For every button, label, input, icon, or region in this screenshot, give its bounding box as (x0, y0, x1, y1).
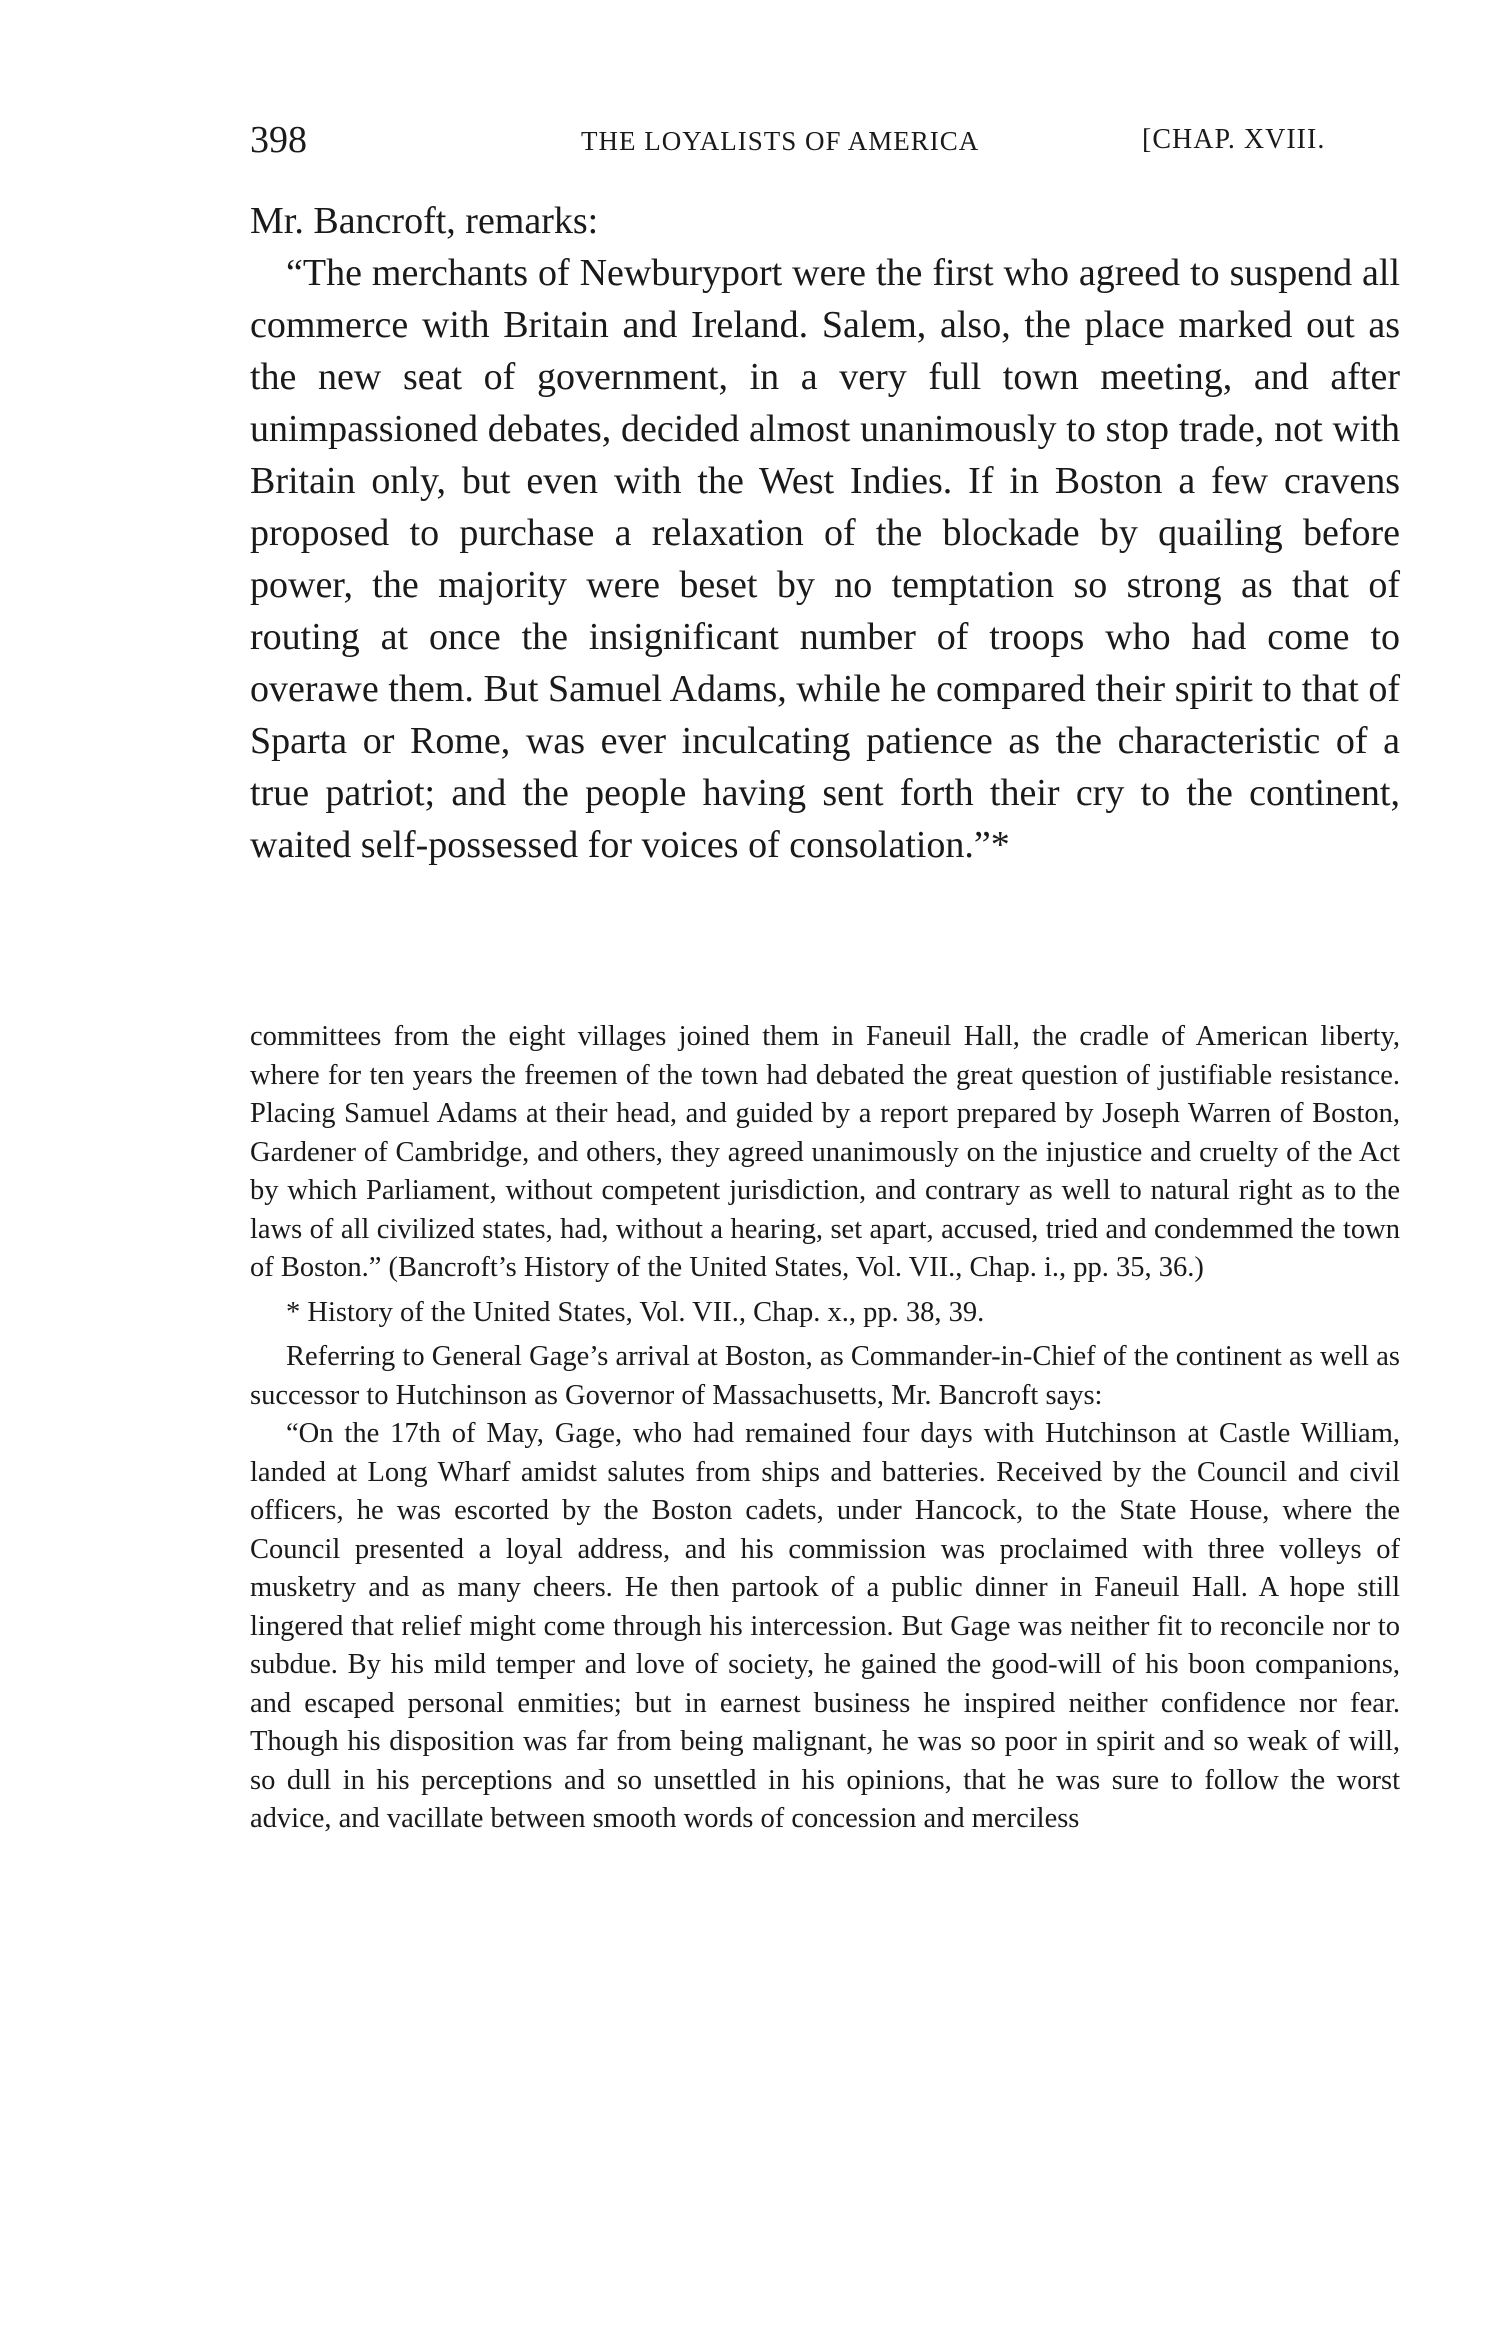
running-head: THE LOYALISTS OF AMERICA (581, 126, 980, 156)
footnotes (250, 1018, 1400, 1839)
main-text (250, 195, 1400, 871)
footnote-star: * History of the United States, Vol. VII., Chap. x., pp. 38, 39. (286, 1296, 985, 1328)
chapter-label: [CHAP. XVIII. (1142, 124, 1326, 155)
footnote-continuation: committees from the eight villages joined them in Faneuil Hall, the cradle of American liberty, where for ten years the freemen of the town had debated the great question of justifiable resistance. Placing Samuel Adams at their head, and guided by a report prepared by Joseph Warren of Boston, Gardener of Cambridge, and others, they agreed unanimously on the injustice and cruelty of the Act by which Parliament, without competent jurisdiction, and contrary as well to natural right as to the laws of all civilized states, had, without a hearing, set apart, accused, tried and condemmed the town of Boston.” (Bancroft’s History of the United States, Vol. VII., Chap. i., pp. 35, 36.) (250, 1021, 1400, 1283)
page-header (250, 118, 1402, 168)
page-number: 398 (250, 119, 307, 161)
footnote-gage-quote: “On the 17th of May, Gage, who had remained four days with Hutchinson at Castle William, landed at Long Wharf amidst salutes from ships and batteries. Received by the Council and civil officers, he was escorted by the Boston cadets, under Hancock, to the State House, where the Council presented a loyal address, and his commission was proclaimed with three volleys of musketry and as many cheers. He then partook of a public dinner in Faneuil Hall. A hope still lingered that relief might come through his intercession. But Gage was neither fit to reconcile nor to subdue. By his mild temper and love of society, he gained the good-will of his boon companions, and escaped personal enmities; but in earnest business he inspired neither confidence nor fear. Though his disposition was far from being malignant, he was so poor in spirit and so weak of will, so dull in his perceptions and so unsettled in his opinions, that he was sure to follow the worst advice, and vacillate between smooth words of concession and merciless (250, 1418, 1400, 1834)
footnote-gage-intro: Referring to General Gage’s arrival at Boston, as Commander-in-Chief of the continent as well as successor to Hutchinson as Governor of Massachusetts, Mr. Bancroft says: (250, 1341, 1400, 1411)
intro-paragraph: Mr. Bancroft, remarks: (250, 200, 599, 242)
quote-paragraph: “The merchants of Newburyport were the first who agreed to suspend all commerce with Britain and Ireland. Salem, also, the place marked out as the new seat of government, in a very full town meeting, and after unimpassioned debates, decided almost unanimously to stop trade, not with Britain only, but even with the West Indies. If in Boston a few cravens proposed to purchase a relaxation of the blockade by quailing before power, the majority were beset by no temptation so strong as that of routing at once the insignificant number of troops who had come to overawe them. But Samuel Adams, while he compared their spirit to that of Sparta or Rome, was ever inculcating patience as the characteristic of a true patriot; and the people having sent forth their cry to the continent, waited self-possessed for voices of consolation.”* (250, 252, 1400, 866)
